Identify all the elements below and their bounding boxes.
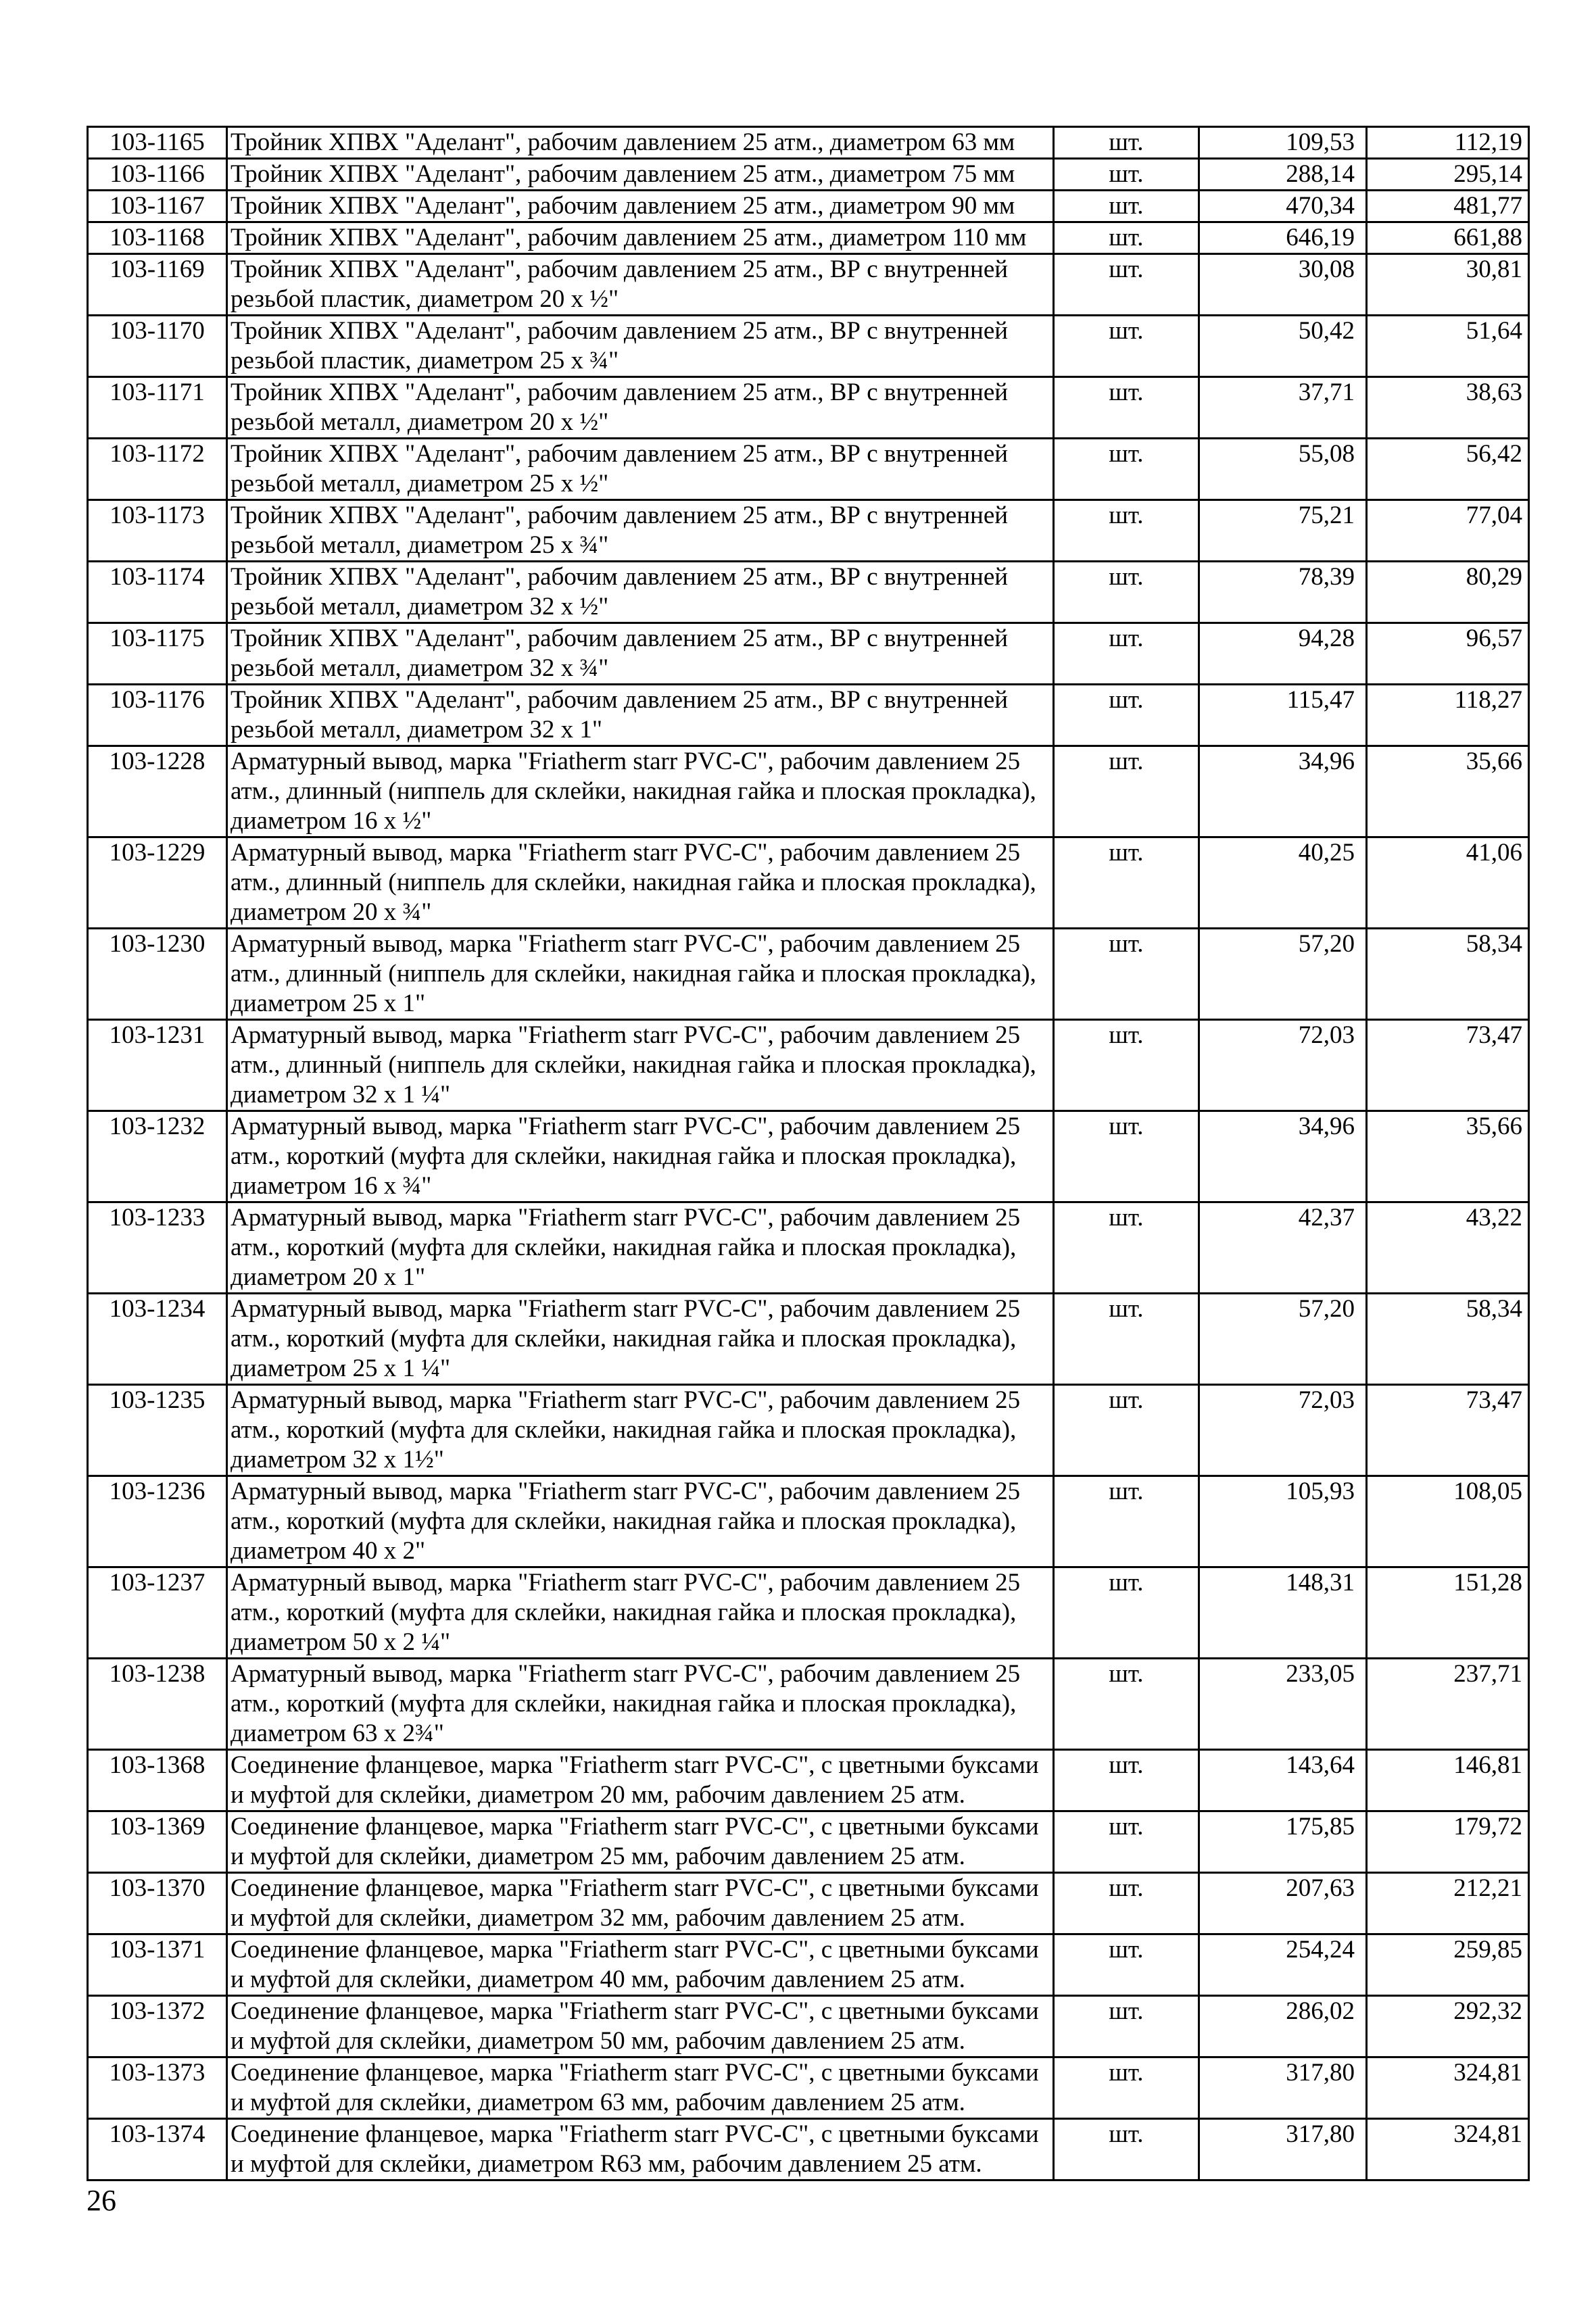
item-price-2: 112,19 [1367, 127, 1529, 159]
item-price-2: 56,42 [1367, 439, 1529, 500]
item-price-2: 73,47 [1367, 1385, 1529, 1476]
item-unit: шт. [1054, 500, 1199, 562]
item-price-1: 72,03 [1199, 1385, 1367, 1476]
price-table [87, 126, 1530, 2181]
item-price-1: 109,53 [1199, 127, 1367, 159]
item-price-1: 57,20 [1199, 1294, 1367, 1385]
item-price-2: 292,32 [1367, 1996, 1529, 2057]
item-code: 103-1174 [88, 562, 227, 623]
table-row [88, 1202, 1529, 1294]
item-price-1: 233,05 [1199, 1659, 1367, 1750]
item-price-1: 40,25 [1199, 837, 1367, 929]
item-price-1: 42,37 [1199, 1202, 1367, 1294]
item-unit: шт. [1054, 159, 1199, 191]
item-price-1: 317,80 [1199, 2119, 1367, 2180]
item-unit: шт. [1054, 1020, 1199, 1111]
item-unit: шт. [1054, 562, 1199, 623]
item-code: 103-1237 [88, 1567, 227, 1659]
item-code: 103-1165 [88, 127, 227, 159]
item-unit: шт. [1054, 1659, 1199, 1750]
item-unit: шт. [1054, 222, 1199, 254]
item-description: Тройник ХПВХ "Аделант", рабочим давлением 25 атм., ВР с внутренней резьбой пластик, диаметром 20 x ½" [227, 254, 1054, 316]
item-price-2: 324,81 [1367, 2119, 1529, 2180]
item-price-1: 34,96 [1199, 1111, 1367, 1202]
item-price-2: 146,81 [1367, 1750, 1529, 1811]
item-price-2: 35,66 [1367, 1111, 1529, 1202]
item-description: Соединение фланцевое, марка "Friatherm starr PVC-C", с цветными буксами и муфтой для склейки, диаметром 20 мм, рабочим давлением 25 атм. [227, 1750, 1054, 1811]
table-row [88, 1750, 1529, 1811]
item-price-1: 78,39 [1199, 562, 1367, 623]
table-row [88, 562, 1529, 623]
item-price-1: 317,80 [1199, 2057, 1367, 2119]
table-row [88, 1873, 1529, 1934]
table-row [88, 439, 1529, 500]
item-description: Тройник ХПВХ "Аделант", рабочим давлением 25 атм., диаметром 63 мм [227, 127, 1054, 159]
item-code: 103-1171 [88, 377, 227, 439]
item-unit: шт. [1054, 439, 1199, 500]
item-code: 103-1170 [88, 316, 227, 377]
table-row [88, 1111, 1529, 1202]
item-unit: шт. [1054, 191, 1199, 222]
item-price-2: 43,22 [1367, 1202, 1529, 1294]
item-description: Тройник ХПВХ "Аделант", рабочим давлением 25 атм., диаметром 75 мм [227, 159, 1054, 191]
item-unit: шт. [1054, 1934, 1199, 1996]
item-price-1: 175,85 [1199, 1811, 1367, 1873]
item-code: 103-1166 [88, 159, 227, 191]
item-description: Тройник ХПВХ "Аделант", рабочим давлением 25 атм., ВР с внутренней резьбой металл, диаметром 32 x 1" [227, 685, 1054, 746]
table-row [88, 127, 1529, 159]
item-unit: шт. [1054, 623, 1199, 685]
item-unit: шт. [1054, 1811, 1199, 1873]
item-price-2: 73,47 [1367, 1020, 1529, 1111]
table-row [88, 1476, 1529, 1567]
item-description: Соединение фланцевое, марка "Friatherm starr PVC-C", с цветными буксами и муфтой для склейки, диаметром 63 мм, рабочим давлением 25 атм. [227, 2057, 1054, 2119]
item-description: Тройник ХПВХ "Аделант", рабочим давлением 25 атм., ВР с внутренней резьбой металл, диаметром 25 x ½" [227, 439, 1054, 500]
table-row [88, 685, 1529, 746]
item-description: Соединение фланцевое, марка "Friatherm starr PVC-C", с цветными буксами и муфтой для склейки, диаметром 50 мм, рабочим давлением 25 атм. [227, 1996, 1054, 2057]
item-price-2: 30,81 [1367, 254, 1529, 316]
item-description: Тройник ХПВХ "Аделант", рабочим давлением 25 атм., ВР с внутренней резьбой металл, диаметром 32 x ¾" [227, 623, 1054, 685]
table-row [88, 254, 1529, 316]
item-price-1: 148,31 [1199, 1567, 1367, 1659]
table-row [88, 159, 1529, 191]
item-price-2: 96,57 [1367, 623, 1529, 685]
table-row [88, 837, 1529, 929]
item-description: Тройник ХПВХ "Аделант", рабочим давлением 25 атм., ВР с внутренней резьбой пластик, диаметром 25 x ¾" [227, 316, 1054, 377]
item-price-2: 35,66 [1367, 746, 1529, 837]
item-code: 103-1238 [88, 1659, 227, 1750]
table-row [88, 1294, 1529, 1385]
item-code: 103-1235 [88, 1385, 227, 1476]
item-description: Тройник ХПВХ "Аделант", рабочим давлением 25 атм., диаметром 90 мм [227, 191, 1054, 222]
item-code: 103-1169 [88, 254, 227, 316]
item-price-1: 34,96 [1199, 746, 1367, 837]
item-unit: шт. [1054, 1202, 1199, 1294]
item-description: Соединение фланцевое, марка "Friatherm starr PVC-C", с цветными буксами и муфтой для склейки, диаметром 32 мм, рабочим давлением 25 атм. [227, 1873, 1054, 1934]
item-description: Тройник ХПВХ "Аделант", рабочим давлением 25 атм., ВР с внутренней резьбой металл, диаметром 20 x ½" [227, 377, 1054, 439]
item-price-2: 295,14 [1367, 159, 1529, 191]
item-unit: шт. [1054, 1476, 1199, 1567]
item-price-2: 259,85 [1367, 1934, 1529, 1996]
item-description: Соединение фланцевое, марка "Friatherm starr PVC-C", с цветными буксами и муфтой для склейки, диаметром 40 мм, рабочим давлением 25 атм. [227, 1934, 1054, 1996]
price-table-body [88, 127, 1529, 2180]
table-row [88, 2057, 1529, 2119]
item-price-1: 75,21 [1199, 500, 1367, 562]
item-description: Арматурный вывод, марка "Friatherm starr PVC-C", рабочим давлением 25 атм., длинный (ниппель для склейки, накидная гайка и плоская прокладка), диаметром 16 x ½" [227, 746, 1054, 837]
item-unit: шт. [1054, 1873, 1199, 1934]
item-price-1: 72,03 [1199, 1020, 1367, 1111]
item-price-1: 115,47 [1199, 685, 1367, 746]
item-unit: шт. [1054, 1294, 1199, 1385]
item-unit: шт. [1054, 929, 1199, 1020]
item-code: 103-1236 [88, 1476, 227, 1567]
item-code: 103-1368 [88, 1750, 227, 1811]
item-price-1: 30,08 [1199, 254, 1367, 316]
item-price-2: 41,06 [1367, 837, 1529, 929]
item-description: Тройник ХПВХ "Аделант", рабочим давлением 25 атм., диаметром 110 мм [227, 222, 1054, 254]
item-unit: шт. [1054, 746, 1199, 837]
item-description: Тройник ХПВХ "Аделант", рабочим давлением 25 атм., ВР с внутренней резьбой металл, диаметром 25 x ¾" [227, 500, 1054, 562]
item-price-2: 118,27 [1367, 685, 1529, 746]
item-price-1: 143,64 [1199, 1750, 1367, 1811]
item-price-2: 51,64 [1367, 316, 1529, 377]
table-row [88, 191, 1529, 222]
item-unit: шт. [1054, 2119, 1199, 2180]
item-price-1: 105,93 [1199, 1476, 1367, 1567]
item-price-1: 57,20 [1199, 929, 1367, 1020]
item-unit: шт. [1054, 377, 1199, 439]
item-code: 103-1228 [88, 746, 227, 837]
table-row [88, 377, 1529, 439]
table-row [88, 500, 1529, 562]
table-row [88, 316, 1529, 377]
item-code: 103-1172 [88, 439, 227, 500]
item-price-1: 646,19 [1199, 222, 1367, 254]
item-description: Арматурный вывод, марка "Friatherm starr PVC-C", рабочим давлением 25 атм., короткий (муфта для склейки, накидная гайка и плоская прокладка), диаметром 32 x 1½" [227, 1385, 1054, 1476]
item-code: 103-1176 [88, 685, 227, 746]
item-price-1: 207,63 [1199, 1873, 1367, 1934]
item-unit: шт. [1054, 837, 1199, 929]
item-unit: шт. [1054, 127, 1199, 159]
item-code: 103-1234 [88, 1294, 227, 1385]
item-price-1: 55,08 [1199, 439, 1367, 500]
item-code: 103-1374 [88, 2119, 227, 2180]
item-description: Арматурный вывод, марка "Friatherm starr PVC-C", рабочим давлением 25 атм., короткий (муфта для склейки, накидная гайка и плоская прокладка), диаметром 16 x ¾" [227, 1111, 1054, 1202]
item-price-2: 212,21 [1367, 1873, 1529, 1934]
item-price-2: 38,63 [1367, 377, 1529, 439]
item-price-1: 37,71 [1199, 377, 1367, 439]
table-row [88, 1020, 1529, 1111]
table-row [88, 929, 1529, 1020]
item-description: Арматурный вывод, марка "Friatherm starr PVC-C", рабочим давлением 25 атм., короткий (муфта для склейки, накидная гайка и плоская прокладка), диаметром 20 x 1" [227, 1202, 1054, 1294]
item-price-2: 58,34 [1367, 1294, 1529, 1385]
item-description: Арматурный вывод, марка "Friatherm starr PVC-C", рабочим давлением 25 атм., длинный (ниппель для склейки, накидная гайка и плоская прокладка), диаметром 32 x 1 ¼" [227, 1020, 1054, 1111]
table-row [88, 1659, 1529, 1750]
item-price-1: 94,28 [1199, 623, 1367, 685]
item-description: Арматурный вывод, марка "Friatherm starr PVC-C", рабочим давлением 25 атм., короткий (муфта для склейки, накидная гайка и плоская прокладка), диаметром 25 x 1 ¼" [227, 1294, 1054, 1385]
item-price-1: 470,34 [1199, 191, 1367, 222]
item-price-2: 661,88 [1367, 222, 1529, 254]
item-code: 103-1231 [88, 1020, 227, 1111]
item-description: Арматурный вывод, марка "Friatherm starr PVC-C", рабочим давлением 25 атм., короткий (муфта для склейки, накидная гайка и плоская прокладка), диаметром 63 x 2¾" [227, 1659, 1054, 1750]
item-price-2: 58,34 [1367, 929, 1529, 1020]
table-row [88, 1934, 1529, 1996]
item-unit: шт. [1054, 1567, 1199, 1659]
item-unit: шт. [1054, 316, 1199, 377]
item-price-2: 151,28 [1367, 1567, 1529, 1659]
item-code: 103-1167 [88, 191, 227, 222]
item-price-1: 286,02 [1199, 1996, 1367, 2057]
item-price-2: 179,72 [1367, 1811, 1529, 1873]
item-code: 103-1369 [88, 1811, 227, 1873]
item-code: 103-1373 [88, 2057, 227, 2119]
item-unit: шт. [1054, 1750, 1199, 1811]
item-unit: шт. [1054, 685, 1199, 746]
item-code: 103-1168 [88, 222, 227, 254]
table-row [88, 623, 1529, 685]
item-unit: шт. [1054, 2057, 1199, 2119]
item-price-1: 50,42 [1199, 316, 1367, 377]
item-description: Арматурный вывод, марка "Friatherm starr PVC-C", рабочим давлением 25 атм., короткий (муфта для склейки, накидная гайка и плоская прокладка), диаметром 40 x 2" [227, 1476, 1054, 1567]
item-price-2: 237,71 [1367, 1659, 1529, 1750]
item-unit: шт. [1054, 1996, 1199, 2057]
item-price-2: 77,04 [1367, 500, 1529, 562]
table-row [88, 1567, 1529, 1659]
item-code: 103-1372 [88, 1996, 227, 2057]
item-description: Соединение фланцевое, марка "Friatherm starr PVC-C", с цветными буксами и муфтой для склейки, диаметром 25 мм, рабочим давлением 25 атм. [227, 1811, 1054, 1873]
item-code: 103-1233 [88, 1202, 227, 1294]
item-price-2: 324,81 [1367, 2057, 1529, 2119]
table-row [88, 1996, 1529, 2057]
table-row [88, 222, 1529, 254]
item-code: 103-1370 [88, 1873, 227, 1934]
item-price-1: 288,14 [1199, 159, 1367, 191]
item-code: 103-1232 [88, 1111, 227, 1202]
item-description: Арматурный вывод, марка "Friatherm starr PVC-C", рабочим давлением 25 атм., длинный (ниппель для склейки, накидная гайка и плоская прокладка), диаметром 25 x 1" [227, 929, 1054, 1020]
item-description: Соединение фланцевое, марка "Friatherm starr PVC-C", с цветными буксами и муфтой для склейки, диаметром R63 мм, рабочим давлением 25 атм. [227, 2119, 1054, 2180]
item-code: 103-1175 [88, 623, 227, 685]
item-price-2: 481,77 [1367, 191, 1529, 222]
item-code: 103-1173 [88, 500, 227, 562]
item-price-2: 108,05 [1367, 1476, 1529, 1567]
item-unit: шт. [1054, 1385, 1199, 1476]
table-row [88, 746, 1529, 837]
table-row [88, 2119, 1529, 2180]
item-code: 103-1230 [88, 929, 227, 1020]
table-row [88, 1811, 1529, 1873]
item-price-2: 80,29 [1367, 562, 1529, 623]
table-row [88, 1385, 1529, 1476]
item-description: Арматурный вывод, марка "Friatherm starr PVC-C", рабочим давлением 25 атм., длинный (ниппель для склейки, накидная гайка и плоская прокладка), диаметром 20 x ¾" [227, 837, 1054, 929]
item-price-1: 254,24 [1199, 1934, 1367, 1996]
item-code: 103-1229 [88, 837, 227, 929]
item-description: Арматурный вывод, марка "Friatherm starr PVC-C", рабочим давлением 25 атм., короткий (муфта для склейки, накидная гайка и плоская прокладка), диаметром 50 x 2 ¼" [227, 1567, 1054, 1659]
page-number: 26 [87, 2184, 116, 2217]
item-unit: шт. [1054, 254, 1199, 316]
item-code: 103-1371 [88, 1934, 227, 1996]
item-unit: шт. [1054, 1111, 1199, 1202]
item-description: Тройник ХПВХ "Аделант", рабочим давлением 25 атм., ВР с внутренней резьбой металл, диаметром 32 x ½" [227, 562, 1054, 623]
